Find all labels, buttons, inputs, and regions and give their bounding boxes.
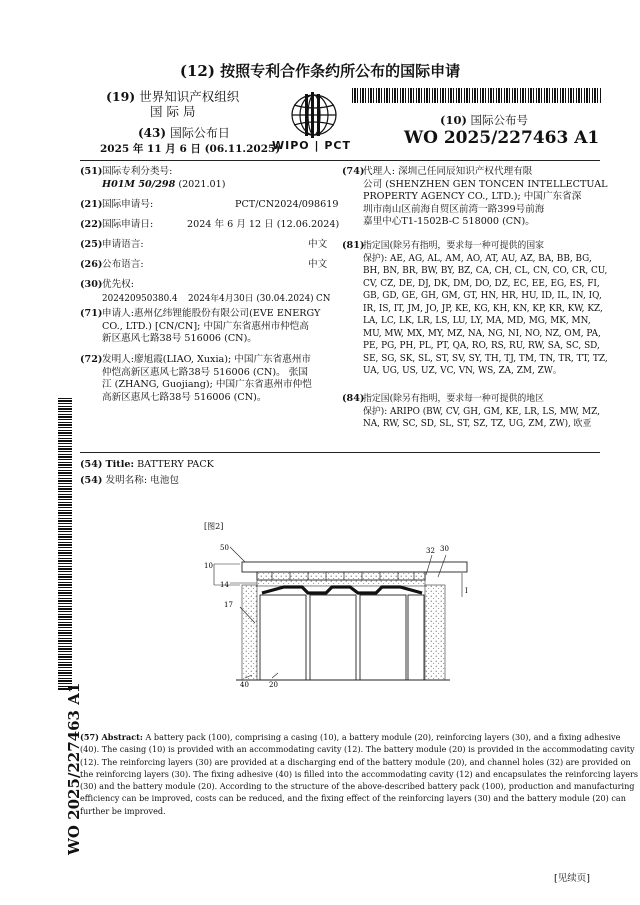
casing-left-wall <box>242 585 257 680</box>
f81-num: (81) <box>342 240 365 251</box>
f51-value: H01M 50/298 (2021.01) <box>102 179 226 190</box>
label-I: I <box>465 587 468 595</box>
f51-label: 国际专利分类号: <box>102 166 173 177</box>
wipo-label: WIPO | PCT <box>272 139 351 152</box>
f71-num: (71) <box>80 308 103 319</box>
f30-num: (30) <box>80 279 103 290</box>
f21-label: 国际申请号: <box>102 199 154 210</box>
label-10: 10 <box>204 562 213 570</box>
top-barcode <box>352 88 602 103</box>
f22-num: (22) <box>80 219 103 230</box>
battery-pack-figure <box>200 535 490 695</box>
side-publication-number: WO 2025/227463 A1 <box>65 682 83 855</box>
label-20: 20 <box>269 681 278 689</box>
pub-no-label: (10) 国际公布号 <box>440 113 529 127</box>
f22-value: 2024 年 6 月 12 日 (12.06.2024) <box>187 219 340 230</box>
pub-no-value: WO 2025/227463 A1 <box>404 128 600 148</box>
f84-num: (84) <box>342 393 365 404</box>
f74-num: (74) <box>342 166 365 177</box>
label-17: 17 <box>224 601 233 609</box>
f25-num: (25) <box>80 239 103 250</box>
abstract: (57) Abstract: A battery pack (100), comprising a casing (10), a battery module (20), reinforcing layers (30), and a fixing adhesive (40). The casing (10) is provided with an accommodating cavity (12). The battery module (20) is provided in the accommodating cavity (12). The reinforcing layers (30) are provided at a discharging end of the battery module (20), and channel holes (32) are provided on the reinforcing layers (30). The fixing adhesive (40) is filled into the accommodating cavity (12) and encapsulates the reinforcing layers (30) and the battery module (20). According to the structure of the above-described battery pack (100), production and manufacturing efficiency can be improved, costs can be reduced, and the fixing effect of the reinforcing layers (30) and the battery module (20) can further be improved. <box>80 732 639 816</box>
pub-date-value: 2025 年 11 月 6 日 (06.11.2025) <box>100 143 281 155</box>
org-name-line: (19) 世界知识产权组织 <box>106 89 240 104</box>
mid-rule <box>80 452 600 453</box>
continued-note: [见续页] <box>554 873 590 884</box>
f30-label: 优先权: <box>102 279 135 290</box>
title-en: (54) Title: BATTERY PACK <box>80 459 214 470</box>
f30-date: 2024年4月30日 (30.04.2024) <box>188 294 314 304</box>
label-30: 30 <box>440 545 449 553</box>
battery-cells <box>260 595 424 680</box>
f25-value: 中文 <box>308 239 328 250</box>
f71-applicant: 申请人:惠州亿纬锂能股份有限公司(EVE ENERGY CO., LTD.) [CN/CN]; 中国广东省惠州市仲恺高 新区惠风七路38号 516006 (CN)。 <box>102 308 321 344</box>
label-50: 50 <box>220 544 229 552</box>
f51-num: (51) <box>80 166 103 177</box>
header-rule <box>80 160 600 161</box>
f30-country: CN <box>316 294 331 304</box>
f21-value: PCT/CN2024/098619 <box>235 199 339 210</box>
f26-value: 中文 <box>308 259 328 270</box>
pub-date-label: (43) 国际公布日 <box>138 126 230 140</box>
f26-num: (26) <box>80 259 103 270</box>
side-barcode <box>58 398 72 691</box>
org-bureau: 国 际 局 <box>150 104 196 119</box>
label-14: 14 <box>220 581 229 589</box>
title-zh: (54) 发明名称: 电池包 <box>80 475 179 486</box>
f22-label: 国际申请日: <box>102 219 154 230</box>
f81-designated-states: 指定国(除另有指明，要求每一种可提供的国家 保护): AE, AG, AL, AM, AO, AT, AU, AZ, BA, BB, BG, BH, BN, BR, BW, BY, BZ, CA, CH, CL, CN, CO, CR, CU, CV, CZ, DE, DJ, DK, DM, DO, DZ, EC, EE, EG, ES, FI, GB, GD, GE, GH, GM, GT, HN, HR, HU, ID, IL, IN, IQ, IR, IS, IT, JM, JO, JP, KE, KG, KH, KN, KP, KR, KW, KZ, LA, LC, LK, LR, LS, LU, LY, MA, MD, MG, MK, MN, MU, MW, MX, MY, MZ, NA, NG, NI, NO, NZ, OM, PA, PE, PG, PH, PL, PT, QA, RO, RS, RU, RW, SA, SC, SD, SE, SG, SK, SL, ST, SV, SY, TH, TJ, TM, TN, TR, TT, TZ, UA, UG, US, UZ, VC, VN, WS, ZA, ZM, ZW。 <box>363 241 608 376</box>
label-40: 40 <box>240 681 249 689</box>
f74-agent: 代理人: 深圳己任同辰知识产权代理有限 公司 (SHENZHEN GEN TONCEN INTELLECTUAL PROPERTY AGENCY CO., LTD.); 中国广东省深 圳市南山区前海自贸区前湾一路399号前海 嘉里中心T1-1502B-C 518000 (CN)。 <box>363 166 608 227</box>
f84-regional: 指定国(除另有指明，要求每一种可提供的地区 保护): ARIPO (BW, CV, GH, GM, KE, LR, LS, MW, MZ, NA, RW, SC, SD, SL, ST, SZ, TZ, UG, ZM, ZW), 欧亚 <box>363 394 600 429</box>
f25-label: 申请语言: <box>102 239 144 250</box>
f72-num: (72) <box>80 354 103 365</box>
casing-right-wall <box>425 585 445 680</box>
f30-app: 202420950380.4 <box>102 294 178 304</box>
f72-inventors: 发明人:廖旭霞(LIAO, Xuxia); 中国广东省惠州市 仲恺高新区惠风七路38号 516006 (CN)。 张国 江 (ZHANG, Guojiang); 中国广东省惠州市仲恺 高新区惠风七路38号 516006 (CN)。 <box>102 354 312 403</box>
f26-label: 公布语言: <box>102 259 144 270</box>
label-32: 32 <box>426 547 435 555</box>
document-title: (12) 按照专利合作条约所公布的国际申请 <box>179 62 461 80</box>
figure-caption: [图2] <box>204 522 224 531</box>
f21-num: (21) <box>80 199 103 210</box>
